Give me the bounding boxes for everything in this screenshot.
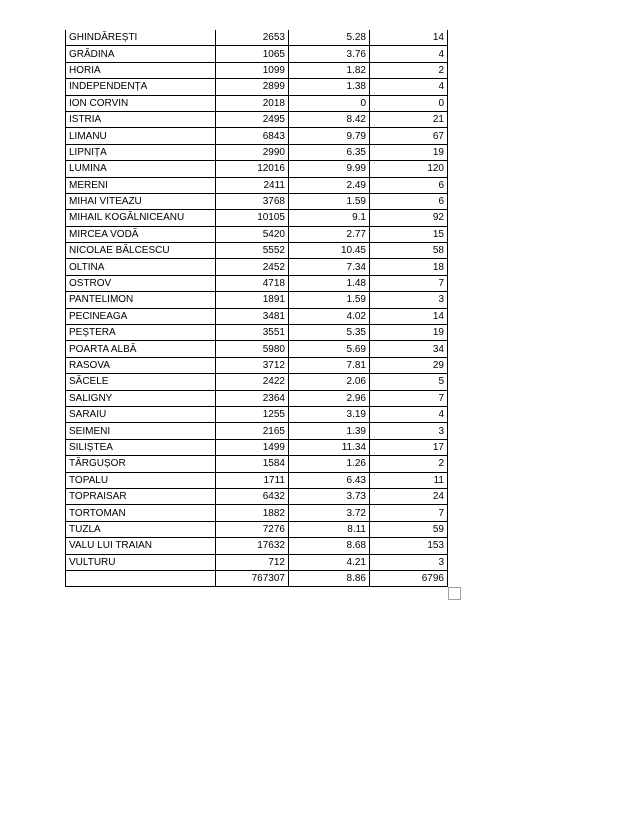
cell-name: MIRCEA VODĂ bbox=[66, 226, 216, 242]
cell-pop: 1099 bbox=[216, 62, 289, 78]
cell-pop: 2422 bbox=[216, 374, 289, 390]
cell-pop: 1584 bbox=[216, 456, 289, 472]
cell-name: TUZLA bbox=[66, 521, 216, 537]
cell-rate: 5.69 bbox=[289, 341, 370, 357]
cell-count: 7 bbox=[370, 505, 448, 521]
table-row bbox=[66, 46, 448, 62]
cell-name: GRĂDINA bbox=[66, 46, 216, 62]
cell-name: LIPNIȚA bbox=[66, 144, 216, 160]
cell-name: ISTRIA bbox=[66, 111, 216, 127]
cell-count: 58 bbox=[370, 243, 448, 259]
table-row bbox=[66, 505, 448, 521]
cell-rate: 8.68 bbox=[289, 538, 370, 554]
cell-rate: 1.59 bbox=[289, 292, 370, 308]
cell-rate: 9.79 bbox=[289, 128, 370, 144]
cell-count: 0 bbox=[370, 95, 448, 111]
cell-pop: 1711 bbox=[216, 472, 289, 488]
cell-count: 17 bbox=[370, 439, 448, 455]
cell-rate: 2.06 bbox=[289, 374, 370, 390]
total-rate: 8.86 bbox=[289, 570, 370, 586]
cell-name: POARTA ALBĂ bbox=[66, 341, 216, 357]
table-row bbox=[66, 390, 448, 406]
cell-pop: 7276 bbox=[216, 521, 289, 537]
cell-pop: 2411 bbox=[216, 177, 289, 193]
cell-name: OLTINA bbox=[66, 259, 216, 275]
table-row bbox=[66, 79, 448, 95]
cell-pop: 6843 bbox=[216, 128, 289, 144]
table-row bbox=[66, 226, 448, 242]
cell-name: TOPRAISAR bbox=[66, 488, 216, 504]
cell-pop: 1882 bbox=[216, 505, 289, 521]
table-row bbox=[66, 95, 448, 111]
cell-pop: 1891 bbox=[216, 292, 289, 308]
cell-name: VALU LUI TRAIAN bbox=[66, 538, 216, 554]
cell-rate: 3.73 bbox=[289, 488, 370, 504]
cell-count: 67 bbox=[370, 128, 448, 144]
cell-pop: 1065 bbox=[216, 46, 289, 62]
cell-count: 19 bbox=[370, 144, 448, 160]
cell-rate: 1.48 bbox=[289, 275, 370, 291]
table-row bbox=[66, 128, 448, 144]
cell-pop: 1499 bbox=[216, 439, 289, 455]
cell-rate: 6.43 bbox=[289, 472, 370, 488]
cell-rate: 1.26 bbox=[289, 456, 370, 472]
table-row bbox=[66, 193, 448, 209]
cell-rate: 3.76 bbox=[289, 46, 370, 62]
cell-pop: 5980 bbox=[216, 341, 289, 357]
table-row bbox=[66, 456, 448, 472]
cell-name: MIHAI VITEAZU bbox=[66, 193, 216, 209]
cell-name: LUMINA bbox=[66, 161, 216, 177]
cell-name: MERENI bbox=[66, 177, 216, 193]
cell-count: 14 bbox=[370, 30, 448, 46]
cell-pop: 2899 bbox=[216, 79, 289, 95]
total-name bbox=[66, 570, 216, 586]
cell-count: 2 bbox=[370, 62, 448, 78]
cell-count: 6 bbox=[370, 193, 448, 209]
cell-count: 21 bbox=[370, 111, 448, 127]
cell-name: LIMANU bbox=[66, 128, 216, 144]
total-count: 6796 bbox=[370, 570, 448, 586]
cell-rate: 8.11 bbox=[289, 521, 370, 537]
cell-count: 34 bbox=[370, 341, 448, 357]
table-row bbox=[66, 439, 448, 455]
cell-count: 7 bbox=[370, 275, 448, 291]
cell-count: 3 bbox=[370, 423, 448, 439]
cell-count: 7 bbox=[370, 390, 448, 406]
cell-rate: 2.77 bbox=[289, 226, 370, 242]
cell-pop: 2495 bbox=[216, 111, 289, 127]
cell-name: TOPALU bbox=[66, 472, 216, 488]
cell-name: TÂRGUȘOR bbox=[66, 456, 216, 472]
cell-pop: 712 bbox=[216, 554, 289, 570]
cell-count: 6 bbox=[370, 177, 448, 193]
table-row bbox=[66, 144, 448, 160]
cell-count: 19 bbox=[370, 325, 448, 341]
cell-pop: 10105 bbox=[216, 210, 289, 226]
cell-pop: 4718 bbox=[216, 275, 289, 291]
cell-rate: 4.02 bbox=[289, 308, 370, 324]
table-row bbox=[66, 243, 448, 259]
table-row bbox=[66, 177, 448, 193]
cell-count: 59 bbox=[370, 521, 448, 537]
table-row bbox=[66, 210, 448, 226]
cell-name: SĂCELE bbox=[66, 374, 216, 390]
cell-count: 92 bbox=[370, 210, 448, 226]
cell-rate: 0 bbox=[289, 95, 370, 111]
cell-count: 15 bbox=[370, 226, 448, 242]
cell-name: SILIȘTEA bbox=[66, 439, 216, 455]
cell-name: ION CORVIN bbox=[66, 95, 216, 111]
table-resize-handle[interactable] bbox=[448, 587, 461, 600]
cell-rate: 2.49 bbox=[289, 177, 370, 193]
cell-pop: 1255 bbox=[216, 406, 289, 422]
cell-count: 153 bbox=[370, 538, 448, 554]
cell-rate: 1.82 bbox=[289, 62, 370, 78]
cell-rate: 7.34 bbox=[289, 259, 370, 275]
cell-name: MIHAIL KOGĂLNICEANU bbox=[66, 210, 216, 226]
cell-name: GHINDĂREȘTI bbox=[66, 30, 216, 46]
table-row bbox=[66, 341, 448, 357]
table-row bbox=[66, 472, 448, 488]
cell-pop: 3481 bbox=[216, 308, 289, 324]
table-row bbox=[66, 30, 448, 46]
table-body bbox=[66, 30, 448, 587]
cell-name: VULTURU bbox=[66, 554, 216, 570]
data-table bbox=[65, 30, 448, 587]
cell-rate: 5.35 bbox=[289, 325, 370, 341]
cell-rate: 3.19 bbox=[289, 406, 370, 422]
cell-rate: 10.45 bbox=[289, 243, 370, 259]
cell-count: 29 bbox=[370, 357, 448, 373]
cell-count: 4 bbox=[370, 79, 448, 95]
cell-name: HORIA bbox=[66, 62, 216, 78]
cell-rate: 9.1 bbox=[289, 210, 370, 226]
cell-rate: 1.39 bbox=[289, 423, 370, 439]
cell-name: SEIMENI bbox=[66, 423, 216, 439]
cell-name: PECINEAGA bbox=[66, 308, 216, 324]
cell-rate: 2.96 bbox=[289, 390, 370, 406]
cell-name: NICOLAE BĂLCESCU bbox=[66, 243, 216, 259]
cell-rate: 4.21 bbox=[289, 554, 370, 570]
table-row bbox=[66, 374, 448, 390]
cell-name: SALIGNY bbox=[66, 390, 216, 406]
total-row bbox=[66, 570, 448, 586]
table-row bbox=[66, 357, 448, 373]
cell-pop: 2452 bbox=[216, 259, 289, 275]
cell-count: 14 bbox=[370, 308, 448, 324]
table-row bbox=[66, 554, 448, 570]
table-row bbox=[66, 325, 448, 341]
table-row bbox=[66, 62, 448, 78]
cell-count: 3 bbox=[370, 292, 448, 308]
cell-rate: 11.34 bbox=[289, 439, 370, 455]
table-row bbox=[66, 161, 448, 177]
cell-pop: 17632 bbox=[216, 538, 289, 554]
total-pop: 767307 bbox=[216, 570, 289, 586]
cell-rate: 7.81 bbox=[289, 357, 370, 373]
table-row bbox=[66, 406, 448, 422]
cell-count: 4 bbox=[370, 406, 448, 422]
cell-pop: 2364 bbox=[216, 390, 289, 406]
table-row bbox=[66, 292, 448, 308]
cell-name: INDEPENDENȚA bbox=[66, 79, 216, 95]
cell-count: 4 bbox=[370, 46, 448, 62]
cell-count: 120 bbox=[370, 161, 448, 177]
table-row bbox=[66, 423, 448, 439]
cell-name: OSTROV bbox=[66, 275, 216, 291]
cell-pop: 3551 bbox=[216, 325, 289, 341]
cell-name: PEȘTERA bbox=[66, 325, 216, 341]
cell-pop: 5420 bbox=[216, 226, 289, 242]
cell-count: 24 bbox=[370, 488, 448, 504]
cell-rate: 8.42 bbox=[289, 111, 370, 127]
table-row bbox=[66, 111, 448, 127]
cell-pop: 12016 bbox=[216, 161, 289, 177]
table-row bbox=[66, 521, 448, 537]
cell-name: TORTOMAN bbox=[66, 505, 216, 521]
cell-count: 5 bbox=[370, 374, 448, 390]
cell-name: RASOVA bbox=[66, 357, 216, 373]
cell-pop: 5552 bbox=[216, 243, 289, 259]
table-row bbox=[66, 308, 448, 324]
cell-rate: 1.59 bbox=[289, 193, 370, 209]
cell-rate: 6.35 bbox=[289, 144, 370, 160]
cell-name: SARAIU bbox=[66, 406, 216, 422]
cell-count: 3 bbox=[370, 554, 448, 570]
cell-rate: 3.72 bbox=[289, 505, 370, 521]
table-row bbox=[66, 488, 448, 504]
table-row bbox=[66, 259, 448, 275]
cell-rate: 9.99 bbox=[289, 161, 370, 177]
cell-pop: 2653 bbox=[216, 30, 289, 46]
cell-pop: 3768 bbox=[216, 193, 289, 209]
cell-pop: 3712 bbox=[216, 357, 289, 373]
cell-count: 2 bbox=[370, 456, 448, 472]
cell-count: 18 bbox=[370, 259, 448, 275]
cell-rate: 1.38 bbox=[289, 79, 370, 95]
cell-pop: 2018 bbox=[216, 95, 289, 111]
cell-pop: 2990 bbox=[216, 144, 289, 160]
cell-rate: 5.28 bbox=[289, 30, 370, 46]
cell-count: 11 bbox=[370, 472, 448, 488]
cell-pop: 6432 bbox=[216, 488, 289, 504]
cell-pop: 2165 bbox=[216, 423, 289, 439]
table-row bbox=[66, 538, 448, 554]
cell-name: PANTELIMON bbox=[66, 292, 216, 308]
table-row bbox=[66, 275, 448, 291]
